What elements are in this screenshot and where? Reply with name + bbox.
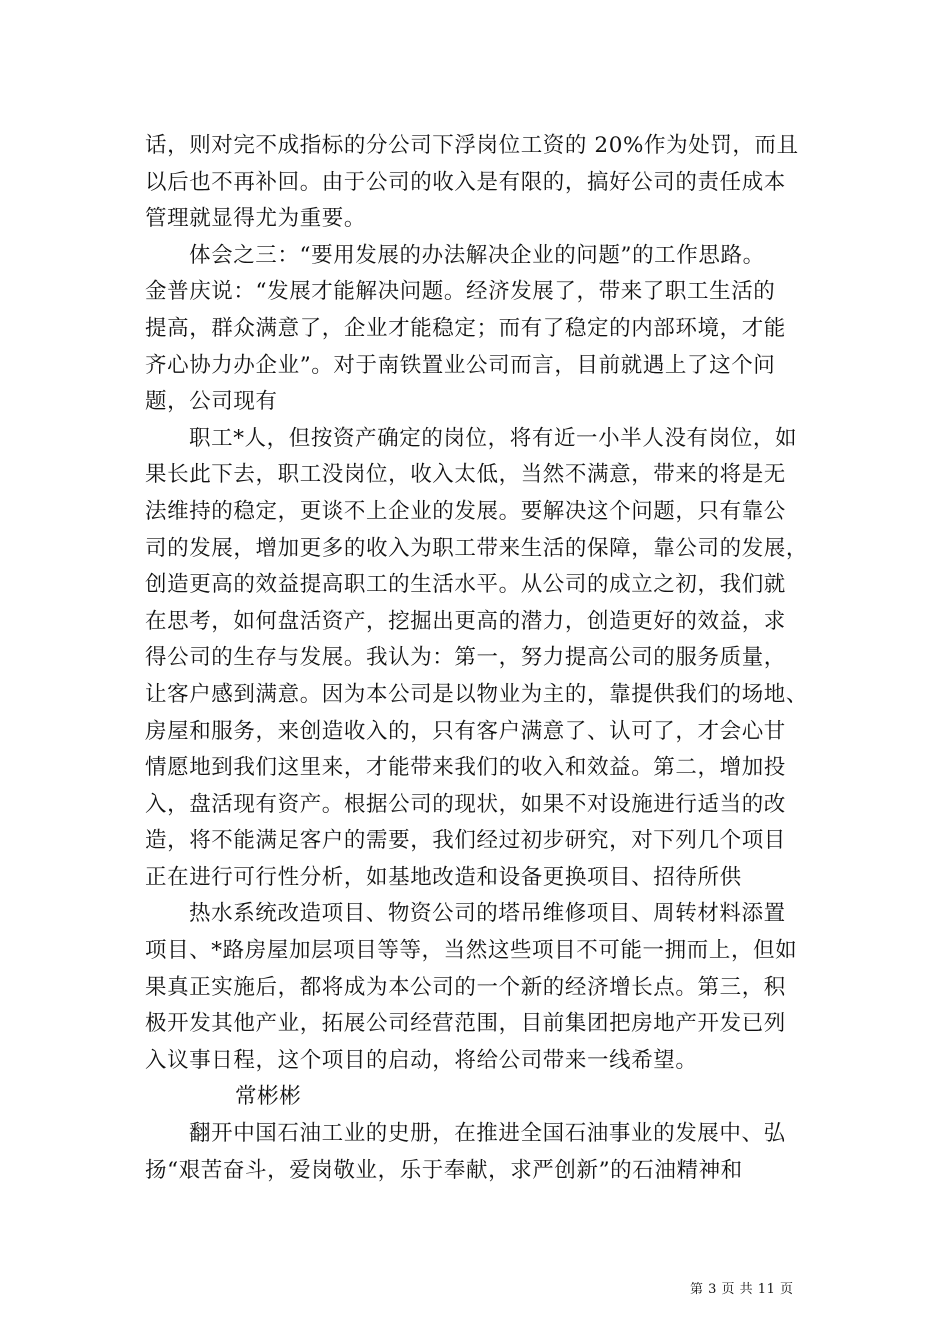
text-line: 司的发展，增加更多的收入为职工带来生活的保障，靠公司的发展， xyxy=(145,535,809,561)
text-line: 话，则对完不成指标的分公司下浮岗位工资的 20%作为处罚，而且 xyxy=(145,133,799,158)
text-line: 项目、*路房屋加层项目等等，当然这些项目不可能一拥而上，但如 xyxy=(145,938,798,964)
paragraph xyxy=(145,896,815,1079)
paragraph xyxy=(145,238,815,421)
text-line: 法维持的稳定，更谈不上企业的发展。要解决这个问题，只有靠公 xyxy=(145,498,786,524)
page-number-footer: 第 3 页 共 11 页 xyxy=(690,1282,794,1297)
text-line: 让客户感到满意。因为本公司是以物业为主的，靠提供我们的场地、 xyxy=(145,681,809,707)
text-line: 得公司的生存与发展。我认为：第一，努力提高公司的服务质量， xyxy=(145,645,786,671)
text-line: 以后也不再补回。由于公司的收入是有限的，搞好公司的责任成本 xyxy=(145,169,786,195)
text-line: 提高，群众满意了，企业才能稳定；而有了稳定的内部环境，才能 xyxy=(145,315,786,341)
text-line: 热水系统改造项目、物资公司的塔吊维修项目、周转材料添置 xyxy=(189,901,786,927)
text-line: 常彬彬 xyxy=(235,1084,302,1110)
text-line: 齐心协力办企业”。对于南铁置业公司而言，目前就遇上了这个问 xyxy=(145,352,776,378)
text-line: 扬“艰苦奋斗，爱岗敬业，乐于奉献，求严创新”的石油精神和 xyxy=(145,1157,743,1183)
text-line: 金普庆说：“发展才能解决问题。经济发展了，带来了职工生活的 xyxy=(145,279,776,305)
paragraph xyxy=(145,128,815,238)
paragraph xyxy=(145,421,815,897)
text-line: 职工*人，但按资产确定的岗位，将有近一小半人没有岗位，如 xyxy=(189,425,798,451)
text-line: 入，盘活现有资产。根据公司的现状，如果不对设施进行适当的改 xyxy=(145,791,786,817)
text-line: 体会之三：“要用发展的办法解决企业的问题”的工作思路。 xyxy=(189,242,765,268)
text-line: 果真正实施后，都将成为本公司的一个新的经济增长点。第三，积 xyxy=(145,974,786,1000)
text-line: 情愿地到我们这里来，才能带来我们的收入和效益。第二，增加投 xyxy=(145,755,786,781)
text-line: 房屋和服务，来创造收入的，只有客户满意了、认可了，才会心甘 xyxy=(145,718,786,744)
text-line: 果长此下去，职工没岗位，收入太低，当然不满意，带来的将是无 xyxy=(145,462,786,488)
text-line: 造，将不能满足客户的需要，我们经过初步研究，对下列几个项目 xyxy=(145,828,786,854)
text-line: 极开发其他产业，拓展公司经营范围，目前集团把房地产开发已列 xyxy=(145,1011,786,1037)
paragraph xyxy=(145,1116,815,1189)
body-text xyxy=(145,128,815,1189)
text-line: 在思考，如何盘活资产，挖掘出更高的潜力，创造更好的效益，求 xyxy=(145,608,786,634)
text-line: 正在进行可行性分析，如基地改造和设备更换项目、招待所供 xyxy=(145,864,742,890)
text-line: 翻开中国石油工业的史册，在推进全国石油事业的发展中、弘 xyxy=(189,1121,786,1147)
text-line: 管理就显得尤为重要。 xyxy=(145,206,367,232)
text-line: 创造更高的效益提高职工的生活水平。从公司的成立之初，我们就 xyxy=(145,572,786,598)
text-line: 题，公司现有 xyxy=(145,389,278,415)
author-line xyxy=(145,1079,815,1116)
text-line: 入议事日程，这个项目的启动，将给公司带来一线希望。 xyxy=(145,1047,698,1073)
